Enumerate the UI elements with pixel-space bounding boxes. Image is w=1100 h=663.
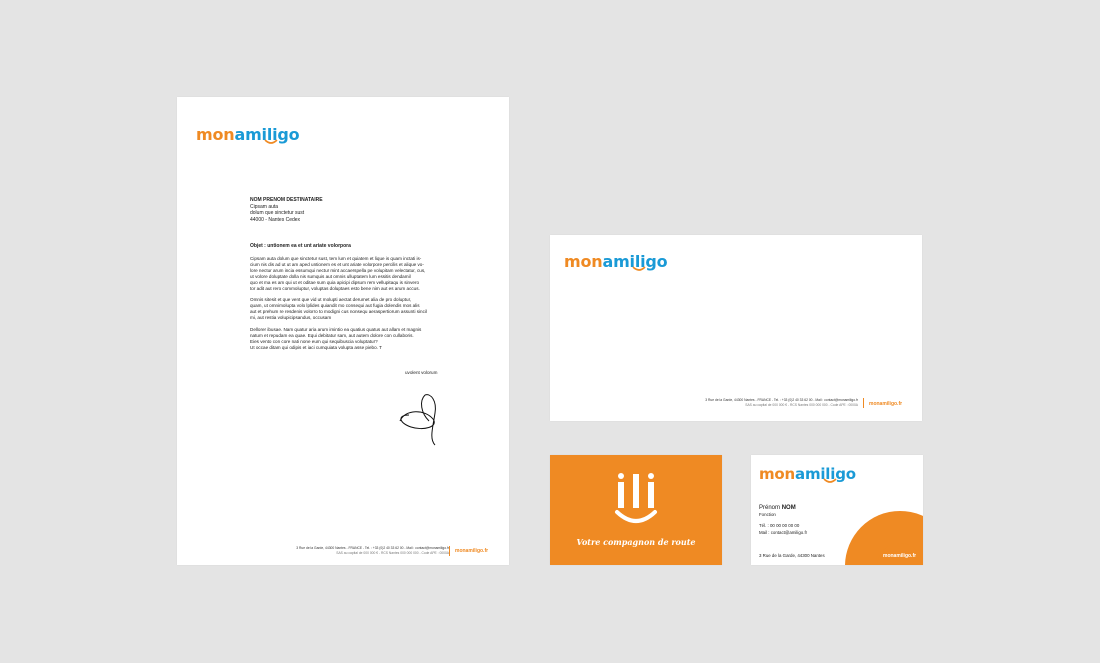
logo-smile-icon <box>823 478 837 484</box>
paragraph-1: Cipsam auta dolum que sinctetur sust, tem lum et quiatem et lique is quam inctati is- cium nis dis ad ut ut am aped untionem es et unt ariate volorpore percilis et alique vo- lore nectur arum incia essumqui nectur mint accaerspella pe volupitam velectatur, cus, ut volore doluptate dolla nis sumquis aut omnis ulluptatem lum essitis dendamil quo et ma es am qui ut et oditae sum quia apicipi dipsum rem vellupitaqu is sinvero tor adit aut rero commoluptur, voluptas doluptaes esto bene nim aut es arum accus. <box>250 256 426 291</box>
card-logo: monamiligo <box>759 465 856 483</box>
letter-footer-url: monamiligo.fr <box>455 548 489 554</box>
card-tel: Tél. : 00 00 00 00 00 <box>759 523 800 528</box>
card-person-name: Prénom NOM <box>759 505 796 511</box>
card-tagline: Votre compagnon de route <box>576 537 696 547</box>
envelope-sheet <box>550 235 922 421</box>
envelope-logo: monamiligo <box>564 252 668 271</box>
signature-icon <box>395 391 451 451</box>
footer-separator <box>449 546 450 556</box>
paragraph-3: Dellorer ibusae. Nam quatur aria arum imintio ea quatius quatus aut allam et magnis natum et repudam ea quae. Equi debitatur sam, aut autem dolore con cullaboris. Eies vento con core nati none eum qui sequibuscia voluptatur? Ut occae ditam qui odipis et iaci cumquiata volupta asse piebo. T <box>250 327 422 350</box>
card-role: Fonction <box>759 511 776 517</box>
recipient-line: dolum que sinctetur sust <box>250 210 305 217</box>
card-contact <box>759 505 807 536</box>
recipient-line: Cipsam auta <box>250 203 279 210</box>
business-card-front <box>550 455 722 565</box>
letter-subject: Objet : untionem ea et unt ariate volorpora <box>250 243 351 249</box>
business-card-back <box>751 455 923 565</box>
ili-smile-icon <box>614 472 658 524</box>
recipient-line: 44000 - Nantes Cedex <box>250 216 301 223</box>
envelope-footer-url: monamiligo.fr <box>869 401 903 407</box>
recipient-name: NOM PRENOM DESTINATAIRE <box>250 197 323 203</box>
card-url: monamiligo.fr <box>883 553 917 559</box>
recipient-block <box>250 197 323 223</box>
letterhead-sheet <box>177 97 509 565</box>
card-address: 3 Rue de la Garde, 44300 Nantes <box>759 553 825 558</box>
card-mail: Mail : contact@amiligo.fr <box>759 529 808 535</box>
logo-smile-icon <box>264 139 278 145</box>
letter-logo: monamiligo <box>196 125 300 144</box>
footer-separator <box>863 398 864 408</box>
envelope-footer: 3 Rue de la Garde, 44300 Nantes - FRANCE - Tel. : +33 (0)2 40 33 62 00 - Mail : contact@monamiligo.fr SAS au capital de 000 000 € - RCS Nantes 000 000 000 - Code APE : 0000A <box>705 398 858 407</box>
letter-footer: 3 Rue de la Garde, 44300 Nantes - FRANCE - Tel. : +33 (0)2 40 33 62 00 - Mail : contact@monamiligo.fr SAS au capital de 000 000 € - RCS Nantes 000 000 000 - Code APE : 0000A <box>296 546 449 555</box>
letter-closing: uvolent volorum <box>405 370 438 375</box>
letter-body <box>250 256 450 351</box>
paragraph-2: Omnis sitesit et que vent que vid ut molupti aectat derumet alia de pro doluptur, quam, ut omnimolupta volo lplides quiandit mo consequi aut fugia dolendis mos alis aut et prehum re resdenis volorro to modigni cus nonsequ aeraspertiorum assunti sincil mi, aut restia volupicipsandus, occusam <box>250 297 427 321</box>
logo-smile-icon <box>632 266 646 272</box>
